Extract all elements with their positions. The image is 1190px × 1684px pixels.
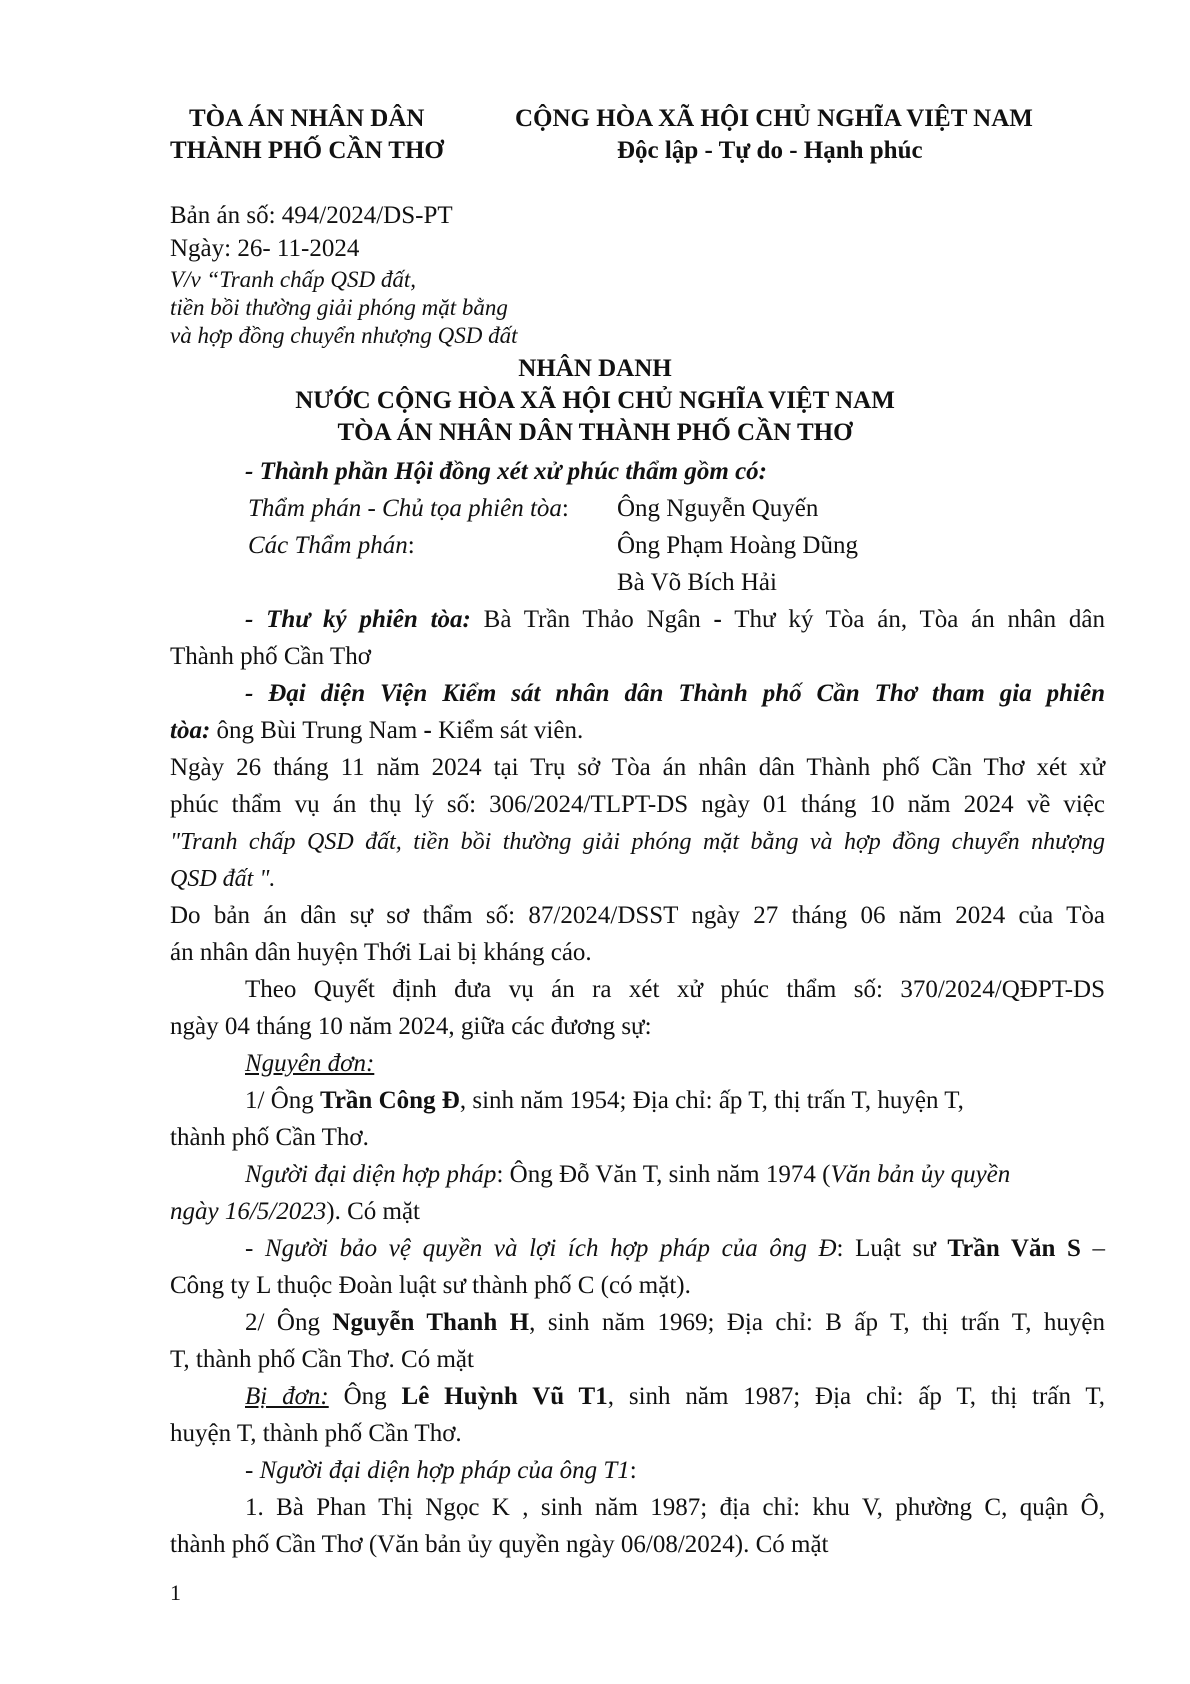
clerk-line2: Thành phố Cần Thơ: [170, 643, 371, 670]
court-name-line2: THÀNH PHỐ CẦN THƠ: [170, 137, 444, 164]
presiding-label: Thẩm phán - Chủ tọa phiên tòa: [248, 495, 562, 522]
case-subject-line3: và hợp đồng chuyển nhượng QSD đất: [170, 323, 518, 348]
plaintiff-rep-line1: [245, 1158, 1010, 1192]
plaintiff-rep-doc-date: ngày 16/5/2023: [170, 1198, 327, 1225]
defendant-rep-colon: :: [629, 1457, 637, 1484]
appeal-line2: án nhân dân huyện Thới Lai bị kháng cáo.: [170, 939, 592, 966]
hearing-line4: QSD đất ".: [170, 866, 276, 892]
plaintiff-2-line2: T, thành phố Cần Thơ. Có mặt: [170, 1346, 474, 1373]
procurator-name: ông Bùi Trung Nam: [216, 717, 418, 744]
clerk-role: Thư ký Tòa án, Tòa án nhân dân: [734, 606, 1106, 633]
defendant-heading: Bị đơn:: [245, 1383, 329, 1410]
procuracy-label-line2: tòa:: [170, 717, 211, 744]
plaintiff-1-line1: [245, 1084, 964, 1118]
protector-line1: [245, 1232, 1105, 1266]
clerk-line1: [245, 603, 1105, 637]
defendant-rep1-line1: 1. Bà Phan Thị Ngọc K , sinh năm 1987; địa chỉ: khu V, phường C, quận Ô,: [245, 1494, 1105, 1521]
case-subject-line2: tiền bồi thường giải phóng mặt bằng: [170, 295, 508, 320]
defendant-rep-heading: - Người đại diện hợp pháp của ông T1: [245, 1457, 630, 1484]
judges-colon: :: [407, 532, 415, 559]
case-number: Bản án số: 494/2024/DS-PT: [170, 202, 453, 229]
plaintiff-2-details: , sinh năm 1969; Địa chỉ: B ấp T, thị trấn T, huyện: [529, 1309, 1106, 1336]
protector-name: Trần Văn S: [947, 1235, 1081, 1262]
nation-motto: Độc lập - Tự do - Hạnh phúc: [617, 137, 923, 164]
plaintiff-1-details: , sinh năm 1954; Địa chỉ: ấp T, thị trấn T, huyện T,: [459, 1087, 964, 1114]
decision-line2: ngày 04 tháng 10 năm 2024, giữa các đương sự:: [170, 1013, 652, 1040]
case-date: Ngày: 26- 11-2024: [170, 235, 360, 262]
presiding-judge-row: [248, 492, 569, 526]
defendant-rep-heading-row: [245, 1454, 637, 1488]
plaintiff-rep-text: : Ông Đỗ Văn T, sinh năm 1974 (: [496, 1161, 831, 1188]
plaintiff-1-line2: thành phố Cần Thơ.: [170, 1124, 369, 1151]
plaintiffs-heading: Nguyên đơn:: [245, 1050, 375, 1077]
defendant-rep1-line2: thành phố Cần Thơ (Văn bản ủy quyền ngày 06/08/2024). Có mặt: [170, 1531, 829, 1558]
plaintiff-rep-doc: Văn bản ủy quyền: [830, 1161, 1011, 1188]
procurator-role: Kiểm sát viên.: [438, 717, 584, 744]
hearing-line1: Ngày 26 tháng 11 năm 2024 tại Trụ sở Tòa án nhân dân Thành phố Cần Thơ xét xử: [170, 754, 1105, 781]
judge-2: Bà Võ Bích Hải: [617, 569, 777, 596]
title-country: NƯỚC CỘNG HÒA XÃ HỘI CHỦ NGHĨA VIỆT NAM: [295, 387, 895, 414]
court-name-line1: TÒA ÁN NHÂN DÂN: [189, 105, 425, 132]
appeal-line1: Do bản án dân sự sơ thẩm số: 87/2024/DSST ngày 27 tháng 06 năm 2024 của Tòa: [170, 902, 1105, 929]
defendant-line1: [245, 1380, 1105, 1414]
plaintiff-rep-end: ). Có mặt: [326, 1198, 420, 1225]
case-subject-line1: V/v “Tranh chấp QSD đất,: [170, 267, 416, 292]
clerk-dash: -: [713, 606, 722, 633]
page-number: 1: [170, 1580, 181, 1605]
clerk-name: Bà Trần Thảo Ngân: [483, 606, 701, 633]
plaintiff-1-prefix: 1/ Ông: [245, 1087, 314, 1114]
clerk-label: - Thư ký phiên tòa:: [245, 606, 471, 633]
title-in-the-name: NHÂN DANH: [518, 355, 672, 382]
defendant-name: Lê Huỳnh Vũ T1: [401, 1383, 608, 1410]
procuracy-label-line1: - Đại diện Viện Kiểm sát nhân dân Thành phố Cần Thơ tham gia phiên: [245, 680, 1105, 707]
protector-line2: Công ty L thuộc Đoàn luật sư thành phố C (có mặt).: [170, 1272, 691, 1299]
nation-name: CỘNG HÒA XÃ HỘI CHỦ NGHĨA VIỆT NAM: [515, 105, 1033, 132]
plaintiff-2-name: Nguyễn Thanh H: [332, 1309, 530, 1336]
protector-text: : Luật sư: [836, 1235, 936, 1262]
presiding-colon: :: [561, 495, 569, 522]
decision-line1: Theo Quyết định đưa vụ án ra xét xử phúc thẩm số: 370/2024/QĐPT-DS: [245, 976, 1105, 1003]
presiding-name: Ông Nguyễn Quyến: [617, 495, 819, 522]
judges-row: [248, 529, 415, 563]
plaintiff-2-prefix: 2/ Ông: [245, 1309, 320, 1336]
judge-1: Ông Phạm Hoàng Dũng: [617, 532, 858, 559]
procurator-dash: -: [423, 717, 432, 744]
panel-heading: - Thành phần Hội đồng xét xử phúc thẩm gồm có:: [245, 458, 767, 485]
hearing-line2: phúc thẩm vụ án thụ lý số: 306/2024/TLPT-DS ngày 01 tháng 10 năm 2024 về việc: [170, 791, 1105, 818]
procuracy-line2: [170, 714, 583, 748]
protector-label: - Người bảo vệ quyền và lợi ích hợp pháp của ông Đ: [245, 1235, 837, 1262]
judges-label: Các Thẩm phán: [248, 532, 408, 559]
defendant-details: , sinh năm 1987; Địa chỉ: ấp T, thị trấn T,: [607, 1383, 1106, 1410]
title-court: TÒA ÁN NHÂN DÂN THÀNH PHỐ CẦN THƠ: [337, 419, 853, 446]
protector-dash: –: [1092, 1235, 1106, 1262]
plaintiff-2-line1: [245, 1306, 1105, 1340]
plaintiff-rep-line2: [170, 1195, 420, 1229]
plaintiff-rep-label: Người đại diện hợp pháp: [245, 1161, 497, 1188]
hearing-line3: "Tranh chấp QSD đất, tiền bồi thường giải phóng mặt bằng và hợp đồng chuyển nhượng: [170, 829, 1105, 855]
defendant-line2: huyện T, thành phố Cần Thơ.: [170, 1420, 462, 1447]
defendant-prefix: Ông: [343, 1383, 387, 1410]
plaintiff-1-name: Trần Công Đ: [320, 1087, 460, 1114]
